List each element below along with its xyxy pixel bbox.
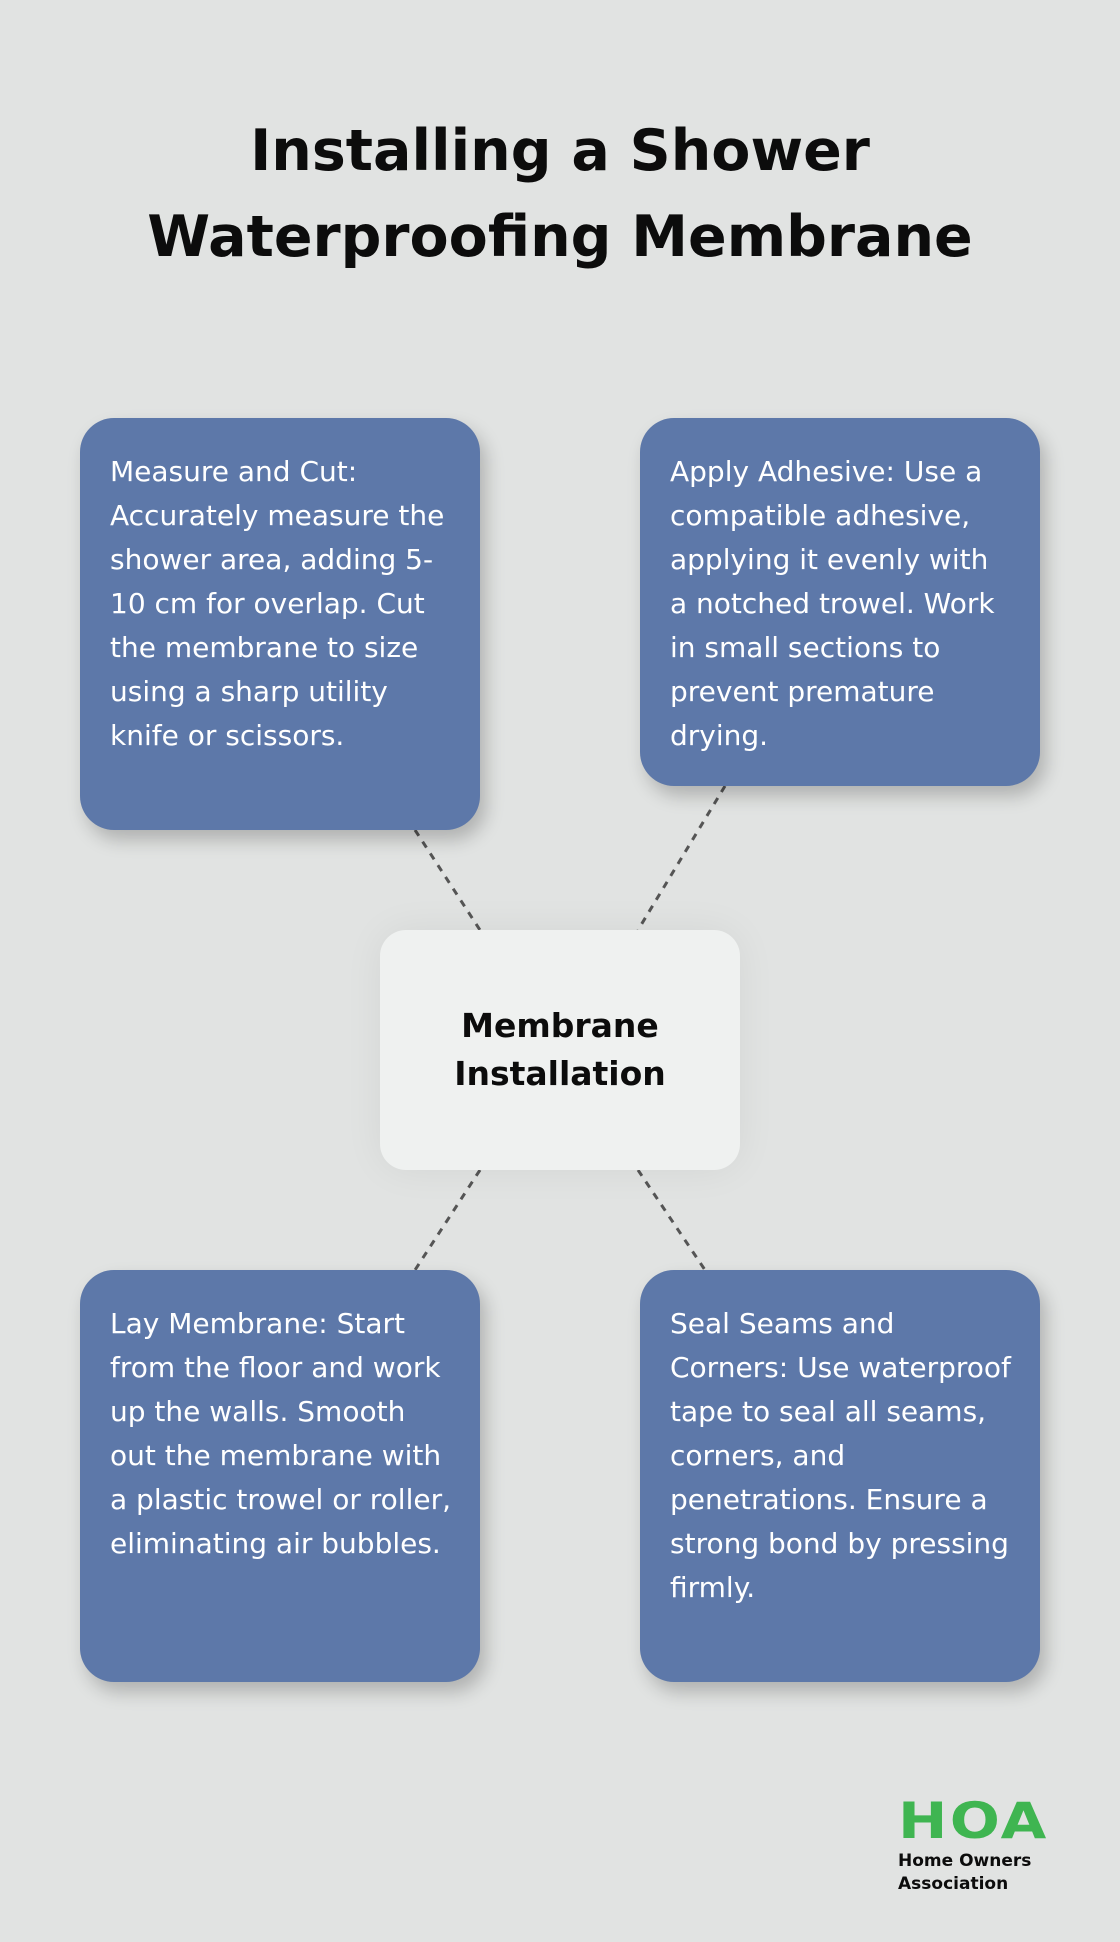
logo-text-line-2: Association (898, 1874, 1009, 1894)
connector-top-left (415, 830, 480, 930)
connector-bottom-right (638, 1170, 705, 1270)
step-card-lay-membrane (80, 1270, 480, 1682)
center-label-line-2: Installation (454, 1054, 666, 1093)
step-card-seal-seams (640, 1270, 1040, 1682)
connector-bottom-left (415, 1170, 480, 1270)
connector-top-right (638, 786, 725, 930)
center-label-line-1: Membrane (461, 1006, 659, 1045)
center-node (380, 930, 740, 1170)
hoa-logo (898, 1792, 1078, 1896)
logo-mark: HOA (898, 1792, 1049, 1850)
step-text: Apply Adhesive: Use a compatible adhesive, applying it evenly with a notched trowel. Work in small sections to prevent premature drying. (670, 455, 995, 752)
logo-text-line-1: Home Owners (898, 1851, 1032, 1871)
page-title-line-1: Installing a Shower (250, 118, 870, 184)
step-text: Seal Seams and Corners: Use waterproof tape to seal all seams, corners, and penetrations. Ensure a strong bond by pressing firmly. (670, 1307, 1011, 1604)
step-text: Measure and Cut: Accurately measure the shower area, adding 5-10 cm for overlap. Cut the membrane to size using a sharp utility knife or scissors. (110, 455, 445, 752)
step-text: Lay Membrane: Start from the floor and work up the walls. Smooth out the membrane with a plastic trowel or roller, eliminating air bubbles. (110, 1307, 451, 1560)
page-title-line-2: Waterproofing Membrane (147, 204, 973, 270)
step-card-measure-and-cut (80, 418, 480, 830)
step-card-apply-adhesive (640, 418, 1040, 786)
